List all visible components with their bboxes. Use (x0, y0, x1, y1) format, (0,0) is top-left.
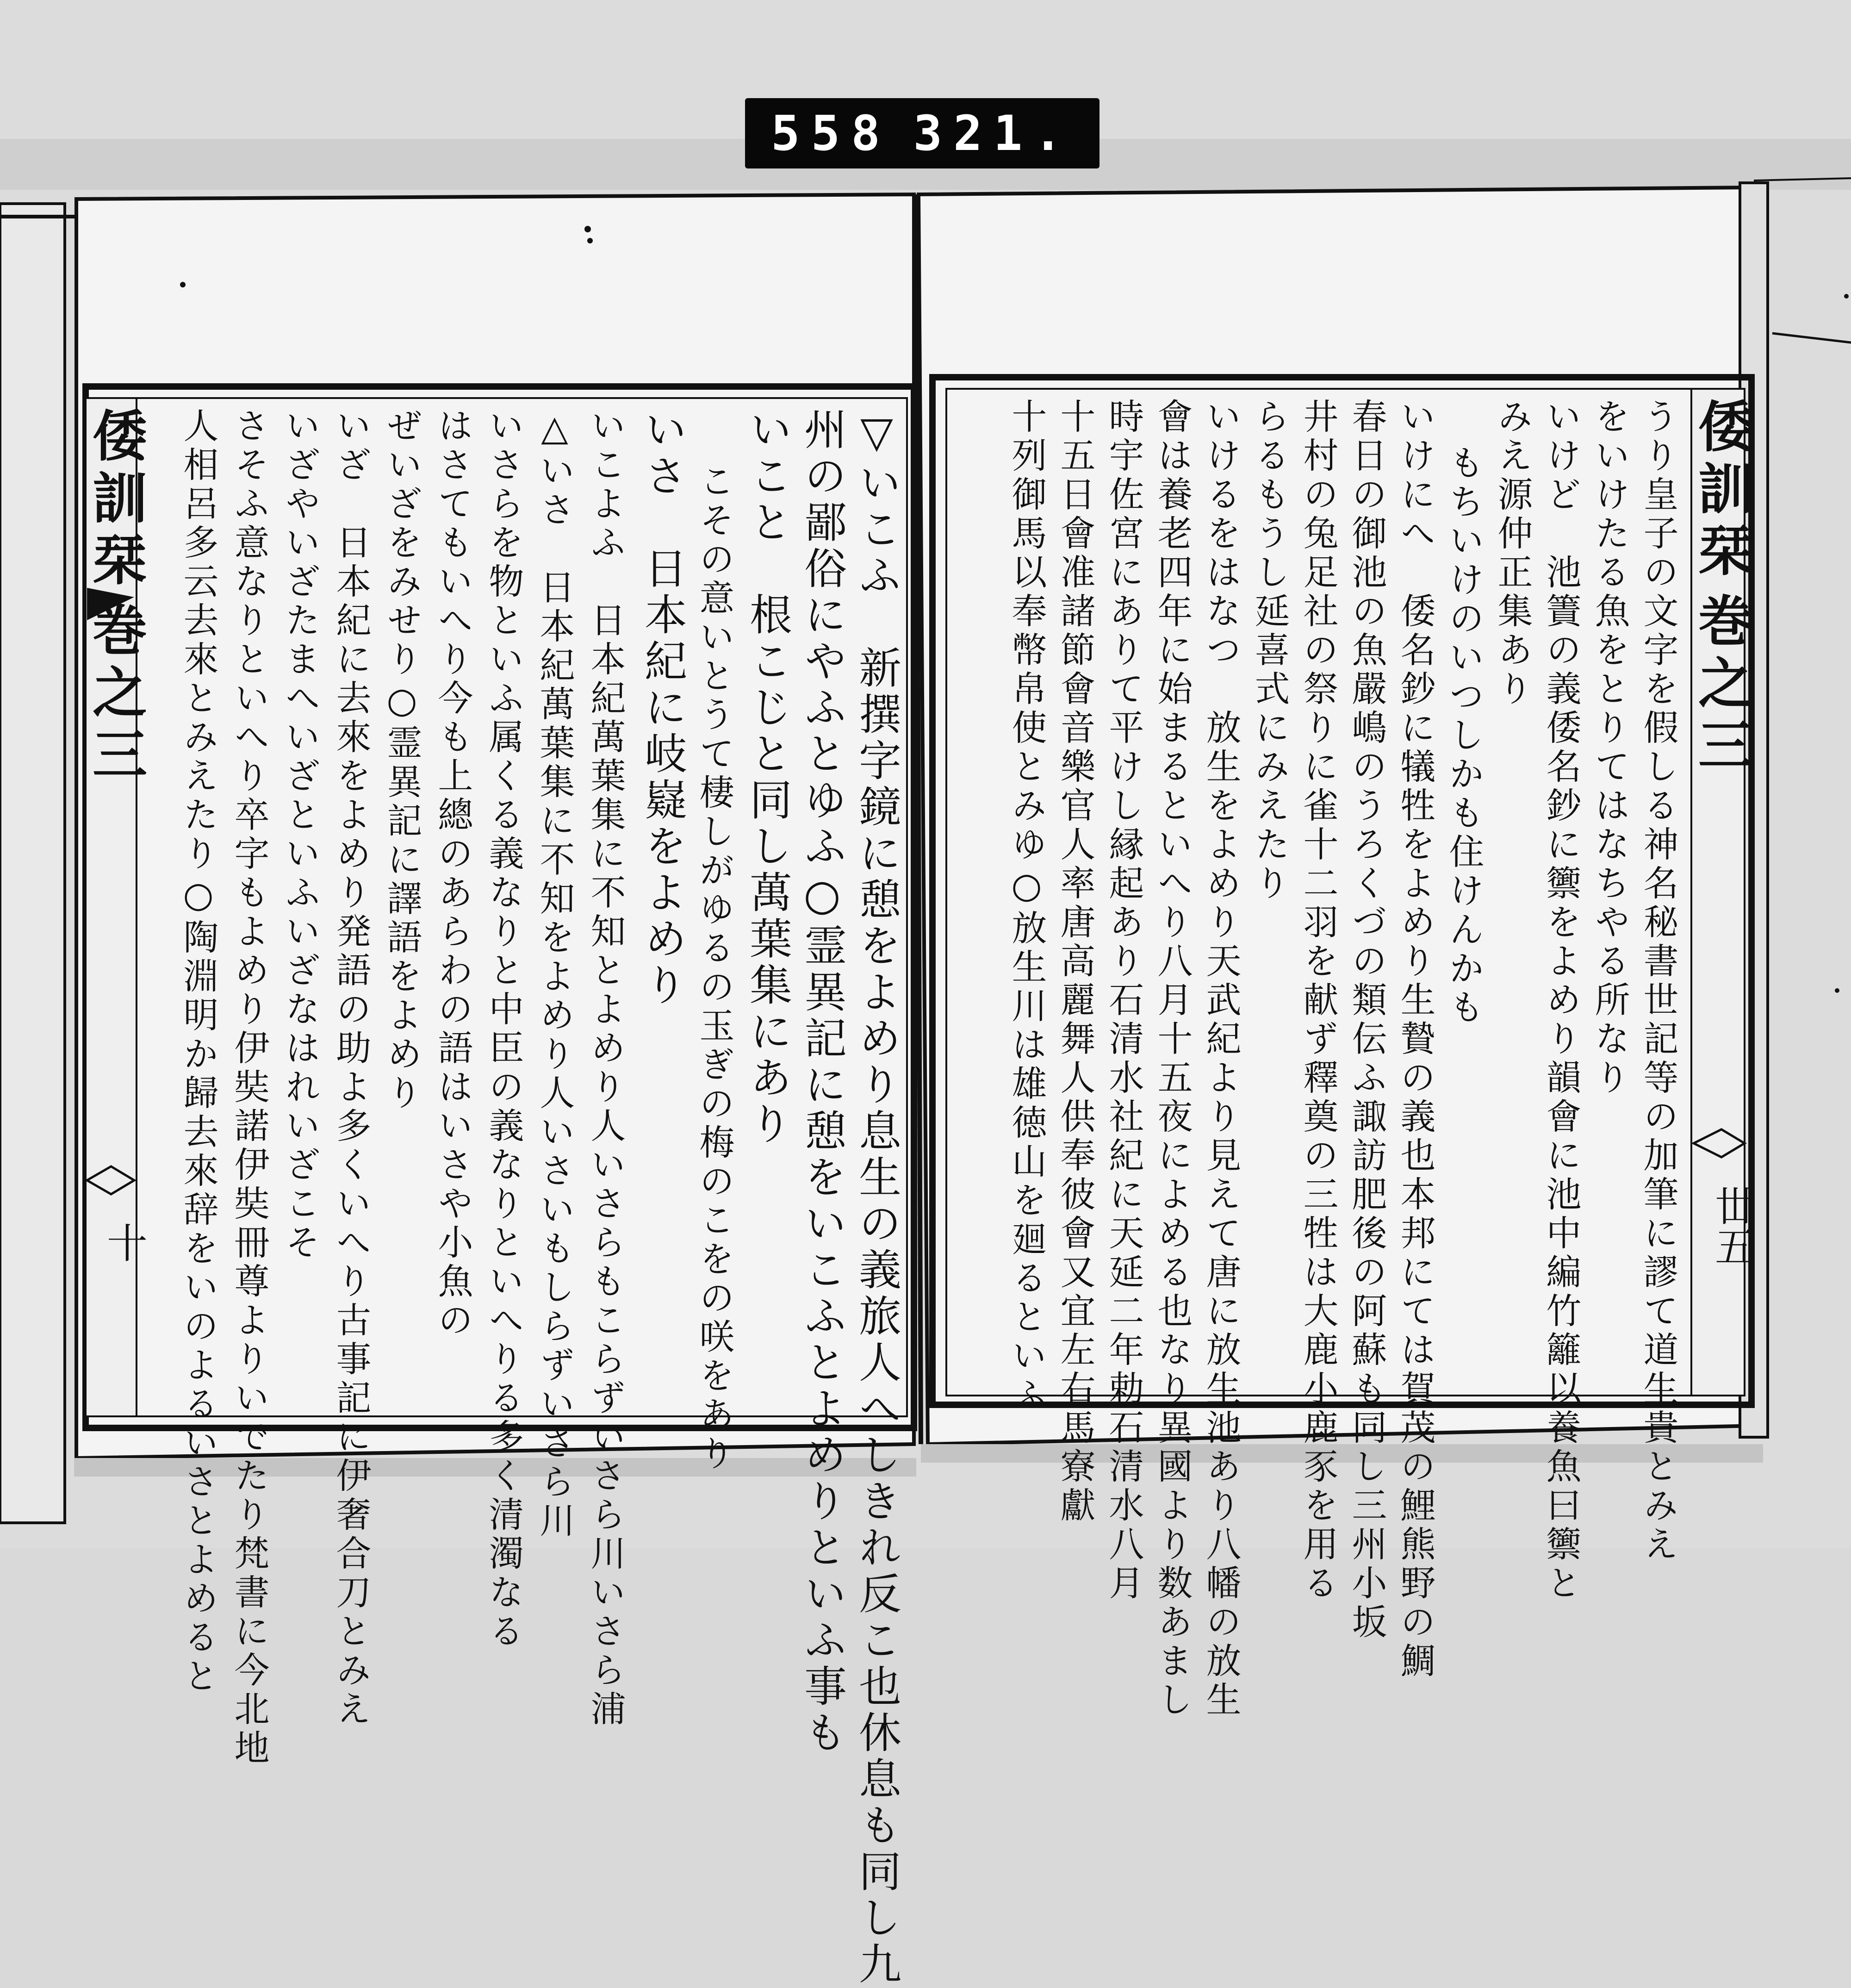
text-column: さそふ意なりといへり卒字もよめり伊奘諾伊奘冊尊よりいでたり梵書に今北地 (229, 407, 270, 1768)
text-column: いけにへ 倭名鈔に犠牲をよめり生贄の義也本邦にては賀茂の鯉熊野の鯛 (1395, 398, 1436, 1681)
text-column: はさてもいへり今も上總のあらわの語はいさや小魚の (432, 407, 473, 1340)
left-page-folio: 十 (100, 1222, 148, 1263)
left-page-volume: 巻之三 (83, 602, 148, 788)
text-column: 會は養老四年に始まるといへり八月十五夜によめる也なり異國より数あまし (1152, 398, 1193, 1720)
text-column: ▽いこふ 新撰字鏡に憩をよめり息生の義旅人へしきれ反こ也休息も同し九 (852, 407, 901, 1988)
text-column: 十列御馬以奉幣帛使とみゆ○放生川は雄徳山を廻るといふ (1006, 398, 1047, 1415)
text-column: こその意いとうて棲しがゆるの玉ぎの梅のこをの咲をあり (694, 463, 735, 1474)
text-column: もちいけのいつしかも住けんかも (1443, 444, 1485, 1028)
text-column: いこと 根こじと同し萬葉集にあり (743, 407, 792, 1148)
text-column: らるもうし延喜式にみえたり (1249, 398, 1290, 904)
text-column: をいけたる魚をとりてはなちやる所なり (1589, 398, 1630, 1098)
left-page-title: 倭訓栞 (83, 407, 148, 593)
text-column: 人相呂多云去來とみえたり○陶淵明か歸去來辞をいのよるいさとよめると (178, 407, 219, 1696)
text-column: △いさ 日本紀萬葉集に不知をよめり人いさいもしらずいさら川 (534, 407, 575, 1541)
text-column: 春日の御池の魚嚴嶋のうろくづの類伝ふ諏訪肥後の阿蘇も同し三州小坂 (1346, 398, 1387, 1642)
text-column: みえ源仲正集あり (1492, 398, 1533, 709)
text-column: 十五日會准諸節會音樂官人率唐高麗舞人供奉彼會又宜左右馬寮獻 (1055, 398, 1096, 1526)
text-column: 井村の兔足社の祭りに雀十二羽を献ず釋奠の三牲は大鹿小鹿豕を用る (1298, 398, 1339, 1603)
text-column: いこよふ 日本紀萬葉集に不知とよめり人いさらもこらずいさら川いさら浦 (585, 407, 626, 1729)
text-column: いざやいざたまへいざといふいざなはれいざこそ (280, 407, 321, 1263)
right-page-folio: 丗五 (1708, 1185, 1756, 1266)
right-page-title: 倭訓栞 (1689, 398, 1753, 584)
shelf-mark-left: 558 (771, 105, 891, 162)
text-column: いけど 池簀の義倭名鈔に籞をよめり韻會に池中編竹籬以養魚曰籞と (1540, 398, 1582, 1603)
text-column: 時宇佐宮にありて平けし縁起あり石清水社紀に天延二年勅石清水八月 (1103, 398, 1144, 1603)
text-column: いさらを物といふ属くる義なりと中臣の義なりといへりる多く清濁なる (483, 407, 524, 1651)
shelf-mark-right: 321. (913, 105, 1074, 162)
text-column: いけるをはなつ 放生をよめり天武紀より見えて唐に放生池あり八幡の放生 (1200, 398, 1242, 1720)
right-page-volume: 巻之三 (1689, 592, 1753, 779)
text-column: ぜいざをみせり○霊異記に譯語をよめり (381, 407, 422, 1113)
text-column: 州の鄙俗にやふとゆふ○霊異記に憩をいこふとよめりといふ事も (797, 407, 847, 1757)
shelf-mark-label (745, 98, 1099, 168)
text-column: いざ 日本紀に去來をよめり発語の助よ多くいへり古事記に伊奢合刀とみえ (330, 407, 372, 1729)
text-column: いさ 日本紀に岐嶷をよめり (638, 407, 687, 1009)
text-column: うり皇子の文字を假しる神名秘書世記等の加筆に謬て道生貴とみえ (1638, 398, 1679, 1564)
